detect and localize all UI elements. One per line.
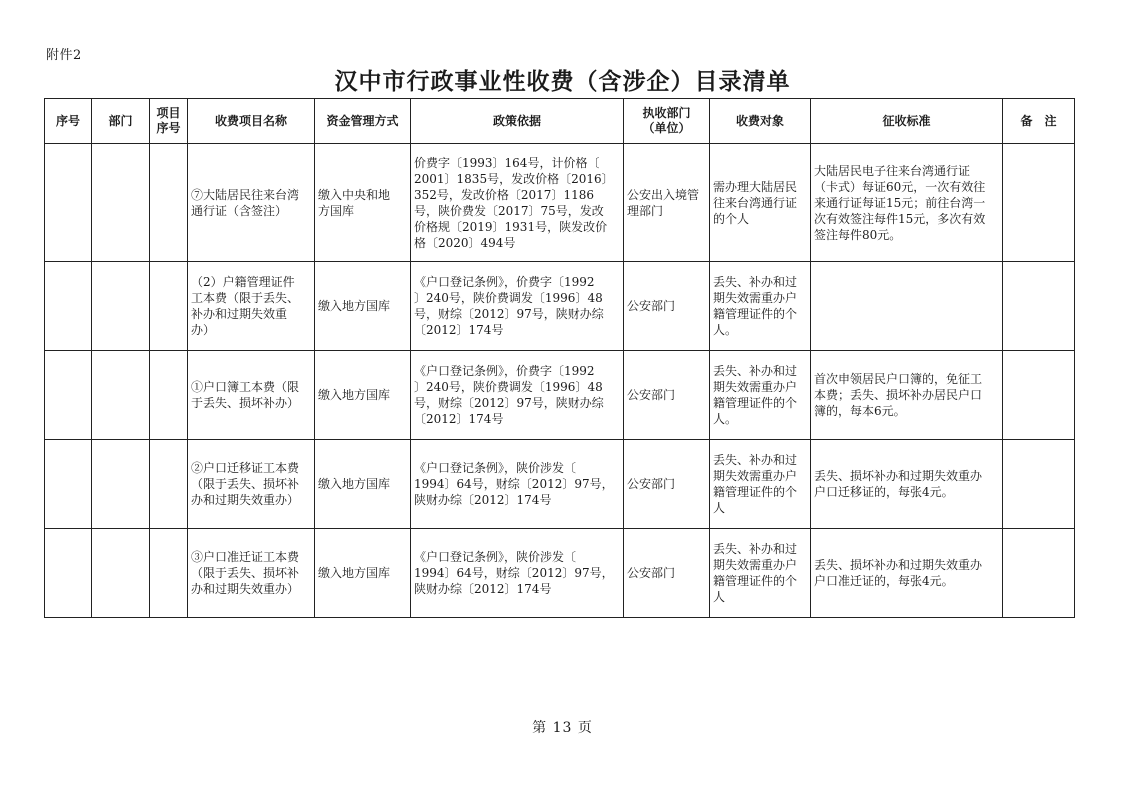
cell-policy: 价费字〔1993〕164号，计价格〔 2001〕1835号，发改价格〔2016〕 352号，发改价格〔2017〕1186 号，陕价费发〔2017〕75号，发改 价格规〔2019〕1931号，陕发改价 格〔2020〕494号 bbox=[411, 144, 624, 262]
document-title: 汉中市行政事业性收费（含涉企）目录清单 bbox=[334, 69, 791, 95]
header-remark: 备 注 bbox=[1003, 99, 1075, 144]
cell-dept bbox=[92, 529, 150, 618]
cell-fund: 缴入地方国库 bbox=[315, 262, 411, 351]
cell-target: 需办理大陆居民 往来台湾通行证 的个人 bbox=[710, 144, 811, 262]
cell-target: 丢失、补办和过 期失效需重办户 籍管理证件的个 人。 bbox=[710, 351, 811, 440]
cell-remark bbox=[1003, 529, 1075, 618]
cell-target: 丢失、补办和过 期失效需重办户 籍管理证件的个 人。 bbox=[710, 262, 811, 351]
cell-exec: 公安部门 bbox=[624, 529, 710, 618]
cell-policy: 《户口登记条例》，陕价涉发〔 1994〕64号，财综〔2012〕97号， 陕财办综〔2012〕174号 bbox=[411, 440, 624, 529]
cell-item-seq bbox=[150, 144, 188, 262]
cell-item-seq bbox=[150, 351, 188, 440]
header-fund: 资金管理方式 bbox=[315, 99, 411, 144]
cell-remark bbox=[1003, 262, 1075, 351]
cell-item-seq bbox=[150, 262, 188, 351]
page-number: 第 13 页 bbox=[532, 720, 593, 736]
table-row bbox=[45, 262, 1075, 351]
cell-fund: 缴入地方国库 bbox=[315, 529, 411, 618]
cell-remark bbox=[1003, 351, 1075, 440]
cell-exec: 公安部门 bbox=[624, 351, 710, 440]
table-row bbox=[45, 144, 1075, 262]
header-standard: 征收标准 bbox=[811, 99, 1003, 144]
cell-exec: 公安部门 bbox=[624, 262, 710, 351]
cell-dept bbox=[92, 351, 150, 440]
table-row bbox=[45, 440, 1075, 529]
cell-dept bbox=[92, 144, 150, 262]
attachment-label: 附件2 bbox=[46, 48, 82, 63]
cell-item-seq bbox=[150, 440, 188, 529]
cell-dept bbox=[92, 440, 150, 529]
cell-standard: 丢失、损坏补办和过期失效重办 户口迁移证的，每张4元。 bbox=[811, 440, 1003, 529]
cell-remark bbox=[1003, 144, 1075, 262]
table-header-row bbox=[45, 99, 1075, 144]
header-exec: 执收部门 （单位） bbox=[624, 99, 710, 144]
cell-standard: 首次申领居民户口簿的，免征工 本费；丢失、损坏补办居民户口 簿的，每本6元。 bbox=[811, 351, 1003, 440]
cell-standard bbox=[811, 262, 1003, 351]
table-row bbox=[45, 529, 1075, 618]
cell-fund: 缴入地方国库 bbox=[315, 440, 411, 529]
cell-target: 丢失、补办和过 期失效需重办户 籍管理证件的个 人 bbox=[710, 529, 811, 618]
cell-target: 丢失、补办和过 期失效需重办户 籍管理证件的个 人 bbox=[710, 440, 811, 529]
table-row bbox=[45, 351, 1075, 440]
cell-standard: 丢失、损坏补办和过期失效重办 户口准迁证的，每张4元。 bbox=[811, 529, 1003, 618]
cell-name: （2）户籍管理证件 工本费（限于丢失、 补办和过期失效重 办） bbox=[188, 262, 315, 351]
cell-seq bbox=[45, 529, 92, 618]
header-dept: 部门 bbox=[92, 99, 150, 144]
cell-name: ②户口迁移证工本费 （限于丢失、损坏补 办和过期失效重办） bbox=[188, 440, 315, 529]
header-policy: 政策依据 bbox=[411, 99, 624, 144]
cell-name: ①户口簿工本费（限 于丢失、损坏补办） bbox=[188, 351, 315, 440]
header-name: 收费项目名称 bbox=[188, 99, 315, 144]
cell-policy: 《户口登记条例》，价费字〔1992 〕240号，陕价费调发〔1996〕48 号，财综〔2012〕97号，陕财办综 〔2012〕174号 bbox=[411, 262, 624, 351]
cell-fund: 缴入中央和地 方国库 bbox=[315, 144, 411, 262]
cell-standard: 大陆居民电子往来台湾通行证 （卡式）每证60元，一次有效往 来通行证每证15元；前往台湾一 次有效签注每件15元，多次有效 签注每件80元。 bbox=[811, 144, 1003, 262]
fee-catalog-table bbox=[44, 98, 1075, 618]
cell-name: ⑦大陆居民往来台湾 通行证（含签注） bbox=[188, 144, 315, 262]
cell-exec: 公安出入境管 理部门 bbox=[624, 144, 710, 262]
cell-item-seq bbox=[150, 529, 188, 618]
cell-remark bbox=[1003, 440, 1075, 529]
header-item-seq: 项目 序号 bbox=[150, 99, 188, 144]
cell-policy: 《户口登记条例》，陕价涉发〔 1994〕64号，财综〔2012〕97号， 陕财办综〔2012〕174号 bbox=[411, 529, 624, 618]
cell-seq bbox=[45, 144, 92, 262]
cell-name: ③户口准迁证工本费 （限于丢失、损坏补 办和过期失效重办） bbox=[188, 529, 315, 618]
cell-seq bbox=[45, 440, 92, 529]
cell-fund: 缴入地方国库 bbox=[315, 351, 411, 440]
header-seq: 序号 bbox=[45, 99, 92, 144]
cell-policy: 《户口登记条例》，价费字〔1992 〕240号，陕价费调发〔1996〕48 号，财综〔2012〕97号，陕财办综 〔2012〕174号 bbox=[411, 351, 624, 440]
header-target: 收费对象 bbox=[710, 99, 811, 144]
cell-seq bbox=[45, 351, 92, 440]
cell-exec: 公安部门 bbox=[624, 440, 710, 529]
cell-dept bbox=[92, 262, 150, 351]
cell-seq bbox=[45, 262, 92, 351]
